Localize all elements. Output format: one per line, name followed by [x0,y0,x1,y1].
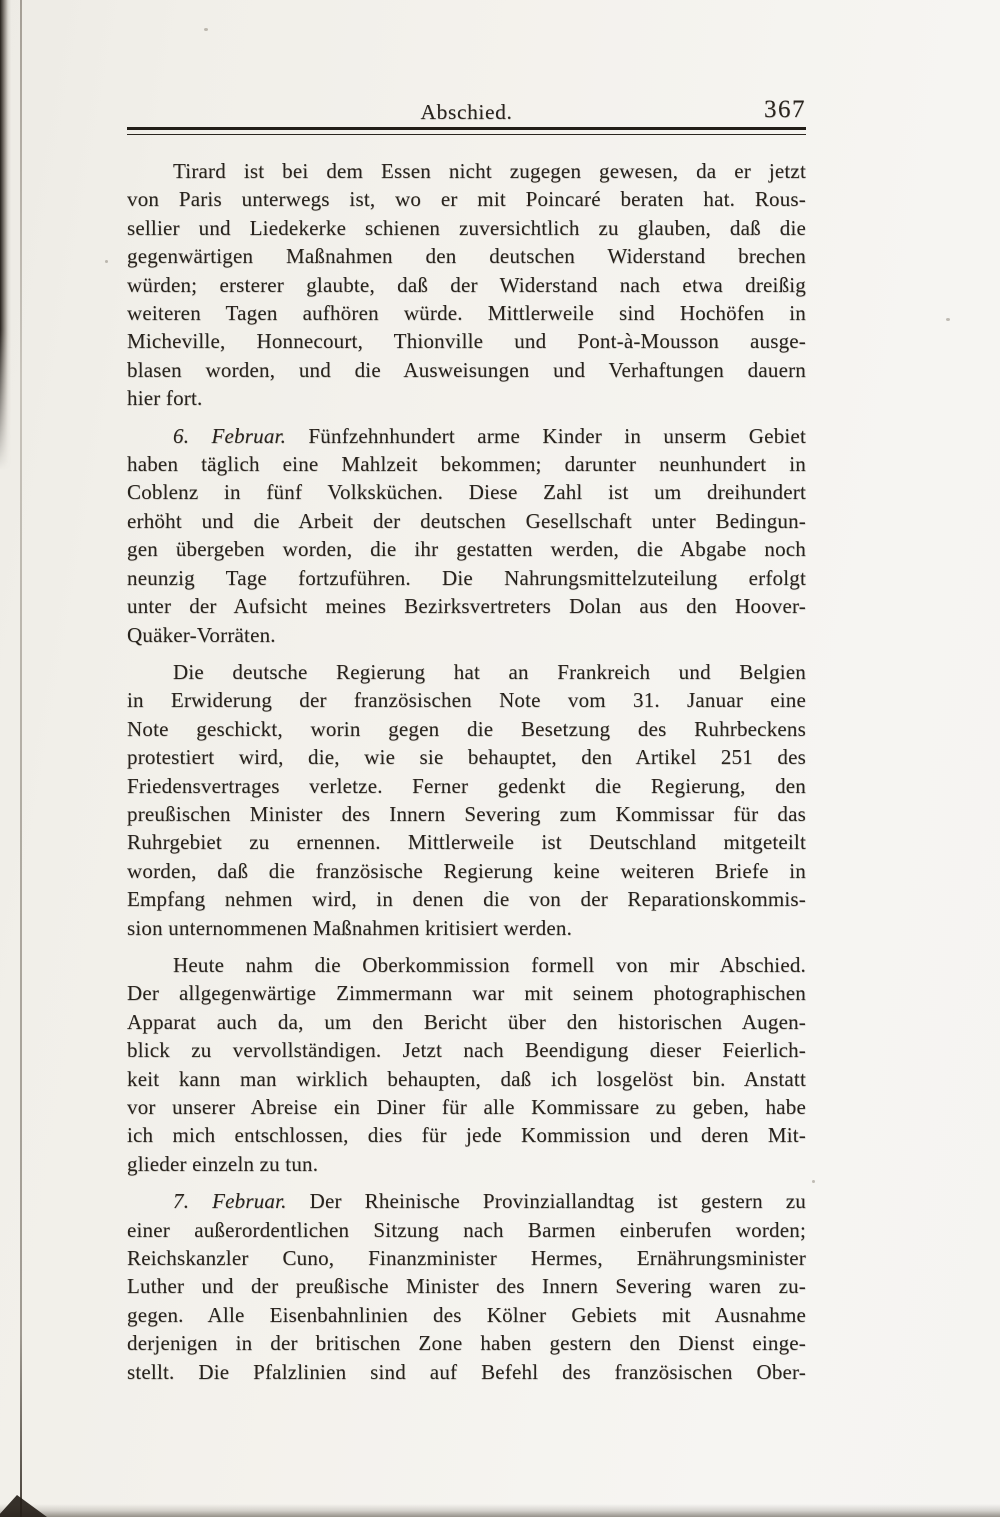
scan-speck [946,318,950,321]
text-line: stellt. Die Pfalzlinien sind auf Befehl des französischen Ober- [127,1359,806,1384]
text-line: blasen worden, und die Ausweisungen und Verhaftungen dauern [127,357,806,382]
text-line: keit kann man wirklich behaupten, daß ich losgelöst bin. Anstatt [127,1066,806,1091]
gutter-crease-line [20,0,22,1517]
paragraph-1 [127,157,806,413]
text-line: sellier und Liedekerke schienen zuversichtlich zu glauben, daß die [127,215,806,240]
page-number: 367 [764,96,806,123]
date-lead: 7. Februar. [173,1189,287,1214]
bottom-edge-shadow [0,1504,1000,1517]
text-line: von Paris unterwegs ist, wo er mit Poincaré beraten hat. Rous- [127,187,806,212]
text-line: worden, daß die französische Regierung keine weiteren Briefe in [127,858,806,883]
text-line: Empfang nehmen wird, in denen die von der Reparationskommis- [127,887,806,912]
text-line: vor unserer Abreise ein Diner für alle Kommissare zu geben, habe [127,1095,806,1119]
header-double-rule [127,127,806,135]
text-line: Der allgegenwärtige Zimmermann war mit seinem photographischen [127,981,806,1006]
paragraph-2 [127,422,806,649]
paragraph-5 [127,1187,806,1386]
text-line: blick zu vervollständigen. Jetzt nach Beendigung dieser Feierlich- [127,1038,806,1063]
text-line: würden; ersterer glaubte, daß der Widerstand nach etwa dreißig [127,272,806,297]
running-header [127,96,806,128]
text-line: Apparat auch da, um den Bericht über den historischen Augen- [127,1009,806,1034]
body-text [127,157,806,1386]
text-line: 6. Februar. Fünfzehnhundert arme Kinder in unserm Gebiet [173,423,806,448]
text-line: Quäker-Vorräten. [127,622,276,647]
text-line: unter der Aufsicht meines Bezirksvertreters Dolan aus den Hoover- [127,594,806,619]
text-line: hier fort. [127,386,203,411]
text-line: glieder einzeln zu tun. [127,1151,319,1176]
text-line: ich mich entschlossen, dies für jede Kommission und deren Mit- [127,1123,806,1148]
text-line: erhöht und die Arbeit der deutschen Gesellschaft unter Bedingun- [127,508,806,533]
text-line: gegenwärtigen Maßnahmen den deutschen Widerstand brechen [127,244,806,269]
page-title: Abschied. [420,100,513,124]
text-line: sion unternommenen Maßnahmen kritisiert werden. [127,915,573,940]
text-line: Note geschickt, worin gegen die Besetzung des Ruhrbeckens [127,716,806,741]
scan-speck [204,28,208,31]
text-line: gegen. Alle Eisenbahnlinien des Kölner Gebiets mit Ausnahme [127,1302,806,1327]
text-line: in Erwiderung der französischen Note vom 31. Januar eine [127,688,806,713]
text-line: haben täglich eine Mahlzeit bekommen; darunter neunhundert in [127,452,806,477]
text-line: neunzig Tage fortzuführen. Die Nahrungsmittelzuteilung erfolgt [127,565,806,590]
paragraph-3 [127,658,806,942]
text-line: preußischen Minister des Innern Severing zum Kommissar für das [127,801,806,826]
text-line: weiteren Tagen aufhören würde. Mittlerweile sind Hochöfen in [127,301,806,326]
text-line: Die deutsche Regierung hat an Frankreich und Belgien [173,659,806,684]
date-lead: 6. Februar. [173,423,287,448]
binding-edge-shadow [0,0,11,470]
text-line: Tirard ist bei dem Essen nicht zugegen gewesen, da er jetzt [173,159,806,183]
scan-speck [812,1180,815,1183]
bottom-corner-shadow [0,1495,47,1517]
text-line: Coblenz in fünf Volksküchen. Diese Zahl ist um dreihundert [127,480,806,505]
text-line: derjenigen in der britischen Zone haben gestern den Dienst einge- [127,1331,806,1356]
paragraph-4 [127,951,806,1178]
scan-speck [105,260,108,263]
text-line: 7. Februar. Der Rheinische Provinziallandtag ist gestern zu [173,1189,806,1214]
text-line: Ruhrgebiet zu ernennen. Mittlerweile ist Deutschland mitgeteilt [127,830,806,855]
text-line: Luther und der preußische Minister des Innern Severing waren zu- [127,1274,806,1299]
text-line: gen übergeben worden, die ihr gestatten werden, die Abgabe noch [127,537,806,562]
text-line: Micheville, Honnecourt, Thionville und Pont-à-Mousson ausge- [127,329,806,354]
text-line: Reichskanzler Cuno, Finanzminister Hermes, Ernährungsminister [127,1246,806,1271]
text-line: protestiert wird, die, wie sie behauptet, den Artikel 251 des [127,745,806,770]
text-line: Heute nahm die Oberkommission formell von mir Abschied. [173,952,806,977]
text-line: einer außerordentlichen Sitzung nach Barmen einberufen worden; [127,1217,806,1242]
text-line: Friedensvertrages verletze. Ferner gedenkt die Regierung, den [127,773,806,798]
